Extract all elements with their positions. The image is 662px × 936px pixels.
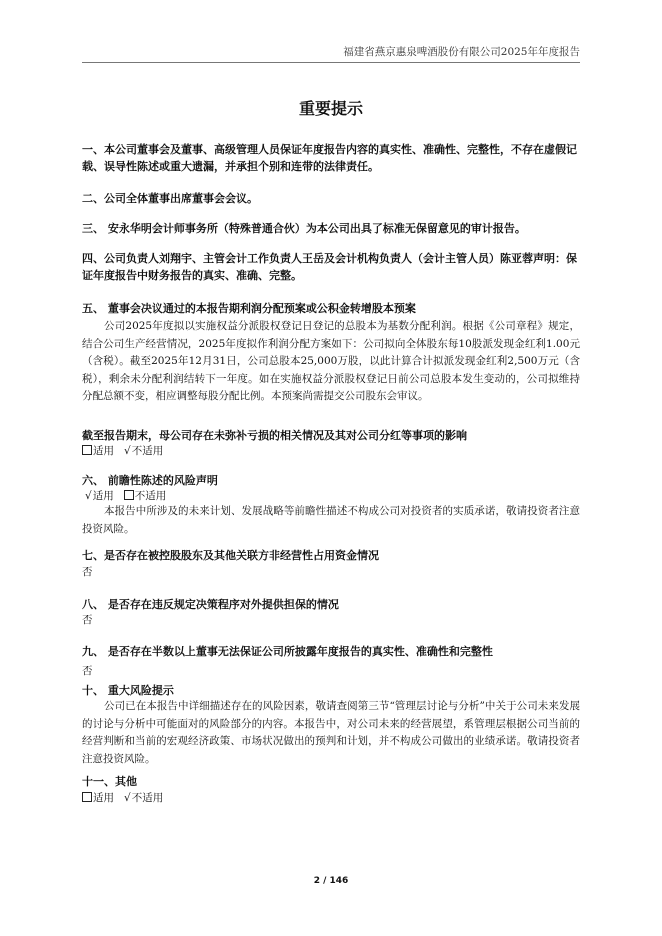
applicable-label: 适用 — [93, 445, 114, 457]
page-title: 重要提示 — [298, 99, 363, 118]
section-4: 四、公司负责人刘翔宇、主管会计工作负责人王岳及会计机构负责人（会计主管人员）陈亚蓉声明：保证年度报告中财务报告的真实、准确、完整。 — [82, 252, 577, 282]
section-1: 一、本公司董事会及董事、高级管理人员保证年度报告内容的真实性、准确性、完整性，不存在虚假记载、误导性陈述或重大遗漏，并承担个别和连带的法律责任。 — [82, 143, 577, 173]
not-applicable-label: 不适用 — [131, 792, 164, 804]
section-5-body: 公司2025年度拟以实施权益分派股权登记日登记的总股本为基数分配利润。根据《公司章程》规定，结合公司生产经营情况，2025年度拟作利润分配方案如下：公司拟向全体股东每10股派发现金红利1.00元（含税）。截至2025年12月31日，公司总股本25,000万股，以此计算合计拟派发现金红利2,500万元（含税），剩余未分配利润结转下一年度。如在实施权益分派股权登记日前公司总股本发生变动的，公司拟维持分配总额不变，相应调整每股分配比例。本预案尚需提交公司股东会审议。 — [82, 320, 580, 402]
applicable-label: 适用 — [92, 490, 114, 502]
section-2: 二、公司全体董事出席董事会会议。 — [82, 192, 258, 205]
section-9-answer: 否 — [82, 665, 93, 677]
page-number: 2 / 146 — [313, 876, 349, 886]
deficit-heading: 截至报告期末，母公司存在未弥补亏损的相关情况及其对公司分红等事项的影响 — [82, 429, 467, 442]
check-mark-icon: √ — [124, 445, 131, 457]
section-6-body: 本报告中所涉及的未来计划、发展战略等前瞻性描述不构成公司对投资者的实质承诺，敬请投资者注意投资风险。 — [82, 505, 580, 535]
check-mark-icon: √ — [124, 792, 131, 804]
section-5-heading: 五、 董事会决议通过的本报告期利润分配预案或公积金转增股本预案 — [82, 302, 416, 315]
check-mark-icon: √ — [85, 490, 92, 502]
checkbox-empty-icon — [82, 445, 92, 455]
deficit-options — [82, 443, 580, 460]
section-11-heading: 十一、其他 — [82, 775, 137, 788]
page-header-text: 福建省燕京惠泉啤酒股份有限公司2025年年度报告 — [343, 46, 580, 58]
section-7-heading: 七、是否存在被控股股东及其他关联方非经营性占用资金情况 — [82, 549, 379, 562]
section-3: 三、 安永华明会计师事务所（特殊普通合伙）为本公司出具了标准无保留意见的审计报告。 — [82, 222, 526, 235]
section-8-answer: 否 — [82, 614, 93, 626]
applicable-label: 适用 — [93, 792, 114, 804]
section-9-heading: 九、 是否存在半数以上董事无法保证公司所披露年度报告的真实性、准确性和完整性 — [82, 645, 493, 658]
section-7-answer: 否 — [82, 566, 93, 578]
section-6-heading: 六、 前瞻性陈述的风险声明 — [82, 474, 218, 487]
section-10-heading: 十、 重大风险提示 — [82, 684, 174, 697]
section-8-heading: 八、 是否存在违反规定决策程序对外提供担保的情况 — [82, 598, 339, 611]
header-rule — [82, 62, 580, 63]
section-10-body: 公司已在本报告中详细描述存在的风险因素，敬请查阅第三节“管理层讨论与分析”中关于公司未来发展的讨论与分析中可能面对的风险部分的内容。本报告中，对公司未来的经营展望，系管理层根据公司当前的经营判断和当前的宏观经济政策、市场状况做出的预判和计划，并不构成公司做出的业绩承诺。敬请投资者注意投资风险。 — [82, 700, 580, 765]
checkbox-empty-icon — [82, 792, 92, 802]
checkbox-empty-icon — [124, 490, 134, 500]
section-11-options — [82, 790, 580, 807]
not-applicable-label: 不适用 — [134, 490, 167, 502]
not-applicable-label: 不适用 — [131, 445, 164, 457]
